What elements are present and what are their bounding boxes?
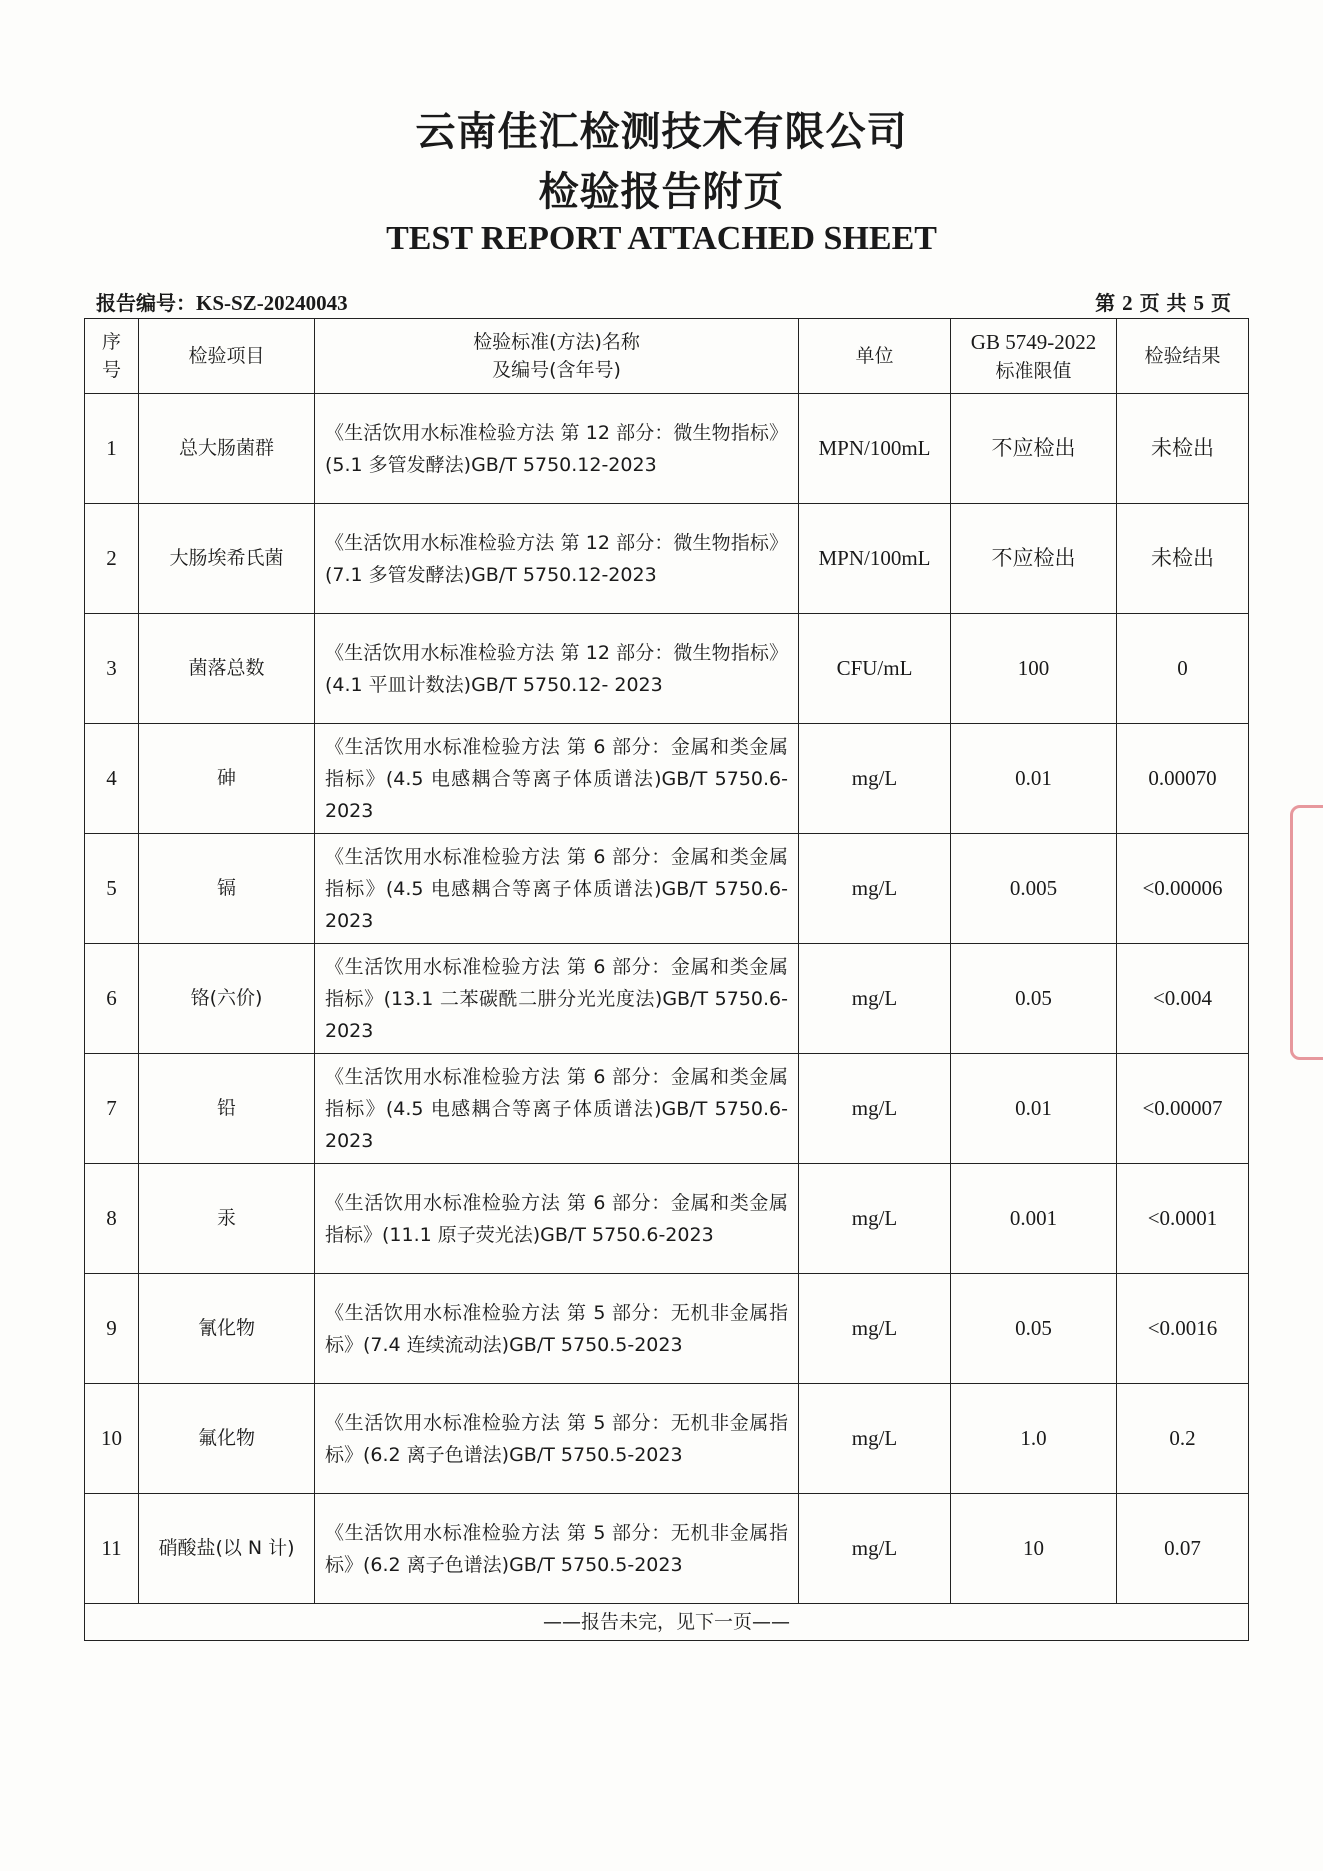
report-subtitle: 检验报告附页 [538, 169, 785, 215]
row-item: 铬(六价) [139, 944, 315, 1054]
row-limit: 0.005 [951, 834, 1117, 944]
row-method: 《生活饮用水标准检验方法 第 12 部分：微生物指标》(7.1 多管发酵法)GB/T 5750.12-2023 [315, 504, 799, 614]
row-unit: MPN/100mL [799, 504, 951, 614]
row-result: 0.2 [1117, 1384, 1249, 1494]
report-number-label: 报告编号： [96, 291, 196, 315]
table-row [85, 944, 1249, 1054]
row-result: 0.07 [1117, 1494, 1249, 1604]
page-prefix: 第 [1095, 291, 1116, 315]
report-number-value: KS-SZ-20240043 [196, 291, 348, 315]
page-indicator [1095, 287, 1231, 316]
row-unit: mg/L [799, 1054, 951, 1164]
row-unit: mg/L [799, 834, 951, 944]
header-seq: 序 号 [85, 319, 139, 394]
row-method: 《生活饮用水标准检验方法 第 6 部分：金属和类金属指标》(4.5 电感耦合等离子体质谱法)GB/T 5750.6-2023 [315, 1054, 799, 1164]
row-result: <0.0001 [1117, 1164, 1249, 1274]
row-limit: 0.05 [951, 944, 1117, 1054]
row-number: 5 [85, 834, 139, 944]
row-item: 铅 [139, 1054, 315, 1164]
company-name: 云南佳汇检测技术有限公司 [415, 109, 908, 155]
row-number: 9 [85, 1274, 139, 1384]
header-result: 检验结果 [1117, 319, 1249, 394]
row-number: 10 [85, 1384, 139, 1494]
row-unit: mg/L [799, 1494, 951, 1604]
row-method: 《生活饮用水标准检验方法 第 5 部分：无机非金属指标》(6.2 离子色谱法)GB/T 5750.5-2023 [315, 1494, 799, 1604]
row-result: <0.00007 [1117, 1054, 1249, 1164]
row-unit: mg/L [799, 1384, 951, 1494]
row-method: 《生活饮用水标准检验方法 第 6 部分：金属和类金属指标》(13.1 二苯碳酰二肼分光光度法)GB/T 5750.6-2023 [315, 944, 799, 1054]
row-unit: CFU/mL [799, 614, 951, 724]
row-unit: mg/L [799, 1274, 951, 1384]
row-limit: 0.01 [951, 724, 1117, 834]
row-limit: 1.0 [951, 1384, 1117, 1494]
table-row [85, 614, 1249, 724]
table-row [85, 504, 1249, 614]
row-limit: 不应检出 [951, 394, 1117, 504]
report-number [96, 287, 348, 316]
row-number: 7 [85, 1054, 139, 1164]
row-result: 未检出 [1117, 504, 1249, 614]
header-unit: 单位 [799, 319, 951, 394]
table-row [85, 1494, 1249, 1604]
row-limit: 0.01 [951, 1054, 1117, 1164]
table-row [85, 1384, 1249, 1494]
table-header-row [85, 319, 1249, 394]
table-row [85, 1164, 1249, 1274]
continued-note: ——报告未完，见下一页—— [85, 1604, 1249, 1641]
row-number: 6 [85, 944, 139, 1054]
row-number: 1 [85, 394, 139, 504]
row-unit: mg/L [799, 724, 951, 834]
row-item: 砷 [139, 724, 315, 834]
row-item: 菌落总数 [139, 614, 315, 724]
row-item: 氟化物 [139, 1384, 315, 1494]
header-item: 检验项目 [139, 319, 315, 394]
row-limit: 10 [951, 1494, 1117, 1604]
row-unit: MPN/100mL [799, 394, 951, 504]
row-limit: 0.001 [951, 1164, 1117, 1274]
table-row [85, 724, 1249, 834]
row-method: 《生活饮用水标准检验方法 第 5 部分：无机非金属指标》(6.2 离子色谱法)GB/T 5750.5-2023 [315, 1384, 799, 1494]
row-number: 2 [85, 504, 139, 614]
row-result: <0.004 [1117, 944, 1249, 1054]
row-result: 0.00070 [1117, 724, 1249, 834]
row-item: 大肠埃希氏菌 [139, 504, 315, 614]
row-method: 《生活饮用水标准检验方法 第 6 部分：金属和类金属指标》(4.5 电感耦合等离子体质谱法)GB/T 5750.6-2023 [315, 724, 799, 834]
row-item: 氰化物 [139, 1274, 315, 1384]
row-method: 《生活饮用水标准检验方法 第 12 部分：微生物指标》(5.1 多管发酵法)GB/T 5750.12-2023 [315, 394, 799, 504]
row-method: 《生活饮用水标准检验方法 第 6 部分：金属和类金属指标》(4.5 电感耦合等离子体质谱法)GB/T 5750.6-2023 [315, 834, 799, 944]
row-result: <0.0016 [1117, 1274, 1249, 1384]
row-number: 3 [85, 614, 139, 724]
page-number: 2 [1122, 291, 1133, 315]
page-suffix: 页 [1211, 291, 1231, 315]
page-middle: 页 共 [1139, 291, 1187, 315]
header-limit: GB 5749-2022 标准限值 [951, 319, 1117, 394]
row-item: 汞 [139, 1164, 315, 1274]
row-unit: mg/L [799, 1164, 951, 1274]
row-number: 11 [85, 1494, 139, 1604]
row-result: <0.00006 [1117, 834, 1249, 944]
row-result: 未检出 [1117, 394, 1249, 504]
row-item: 硝酸盐(以 N 计) [139, 1494, 315, 1604]
table-row [85, 394, 1249, 504]
header-method: 检验标准(方法)名称 及编号(含年号) [315, 319, 799, 394]
row-item: 总大肠菌群 [139, 394, 315, 504]
row-method: 《生活饮用水标准检验方法 第 12 部分：微生物指标》(4.1 平皿计数法)GB/T 5750.12- 2023 [315, 614, 799, 724]
row-method: 《生活饮用水标准检验方法 第 6 部分：金属和类金属指标》(11.1 原子荧光法)GB/T 5750.6-2023 [315, 1164, 799, 1274]
row-unit: mg/L [799, 944, 951, 1054]
table-footer-row [85, 1604, 1249, 1641]
row-limit: 100 [951, 614, 1117, 724]
row-result: 0 [1117, 614, 1249, 724]
report-title-en: TEST REPORT ATTACHED SHEET [386, 220, 937, 257]
row-number: 8 [85, 1164, 139, 1274]
row-limit: 0.05 [951, 1274, 1117, 1384]
page-total: 5 [1193, 291, 1205, 315]
row-method: 《生活饮用水标准检验方法 第 5 部分：无机非金属指标》(7.4 连续流动法)GB/T 5750.5-2023 [315, 1274, 799, 1384]
results-table [84, 318, 1249, 1641]
row-item: 镉 [139, 834, 315, 944]
table-row [85, 834, 1249, 944]
table-row [85, 1274, 1249, 1384]
row-number: 4 [85, 724, 139, 834]
row-limit: 不应检出 [951, 504, 1117, 614]
red-seal-stamp [1290, 805, 1323, 1060]
table-row [85, 1054, 1249, 1164]
